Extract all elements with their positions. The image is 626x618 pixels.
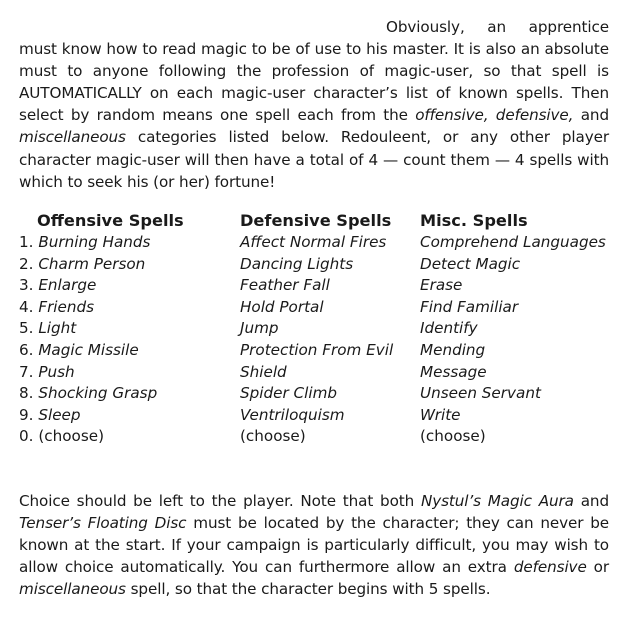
list-item: Hold Portal	[240, 297, 324, 316]
list-item: (choose)	[240, 427, 306, 446]
misc-spells-header: Misc. Spells	[420, 211, 528, 230]
list-item: Find Familiar	[420, 297, 519, 316]
list-item: Affect Normal Fires	[240, 233, 387, 251]
closing-paragraph: Choice should be left to the player. Note that both Nystul’s Magic Aura and Tenser’s Floating Disc must be located by the character; they can never be known at the start. If your campaign is particularly difficult, you may wish to allow choice automatically. You can furthermore allow an extra defensive or miscellaneous spell, so that the character begins with 5 spells.	[19, 492, 609, 599]
list-item: Shield	[240, 362, 287, 381]
defensive-spells-header: Defensive Spells	[240, 211, 392, 230]
list-item: 3. Enlarge	[19, 276, 97, 295]
list-item: 5. Light	[19, 319, 77, 338]
list-item: Unseen Servant	[420, 384, 541, 403]
list-item: (choose)	[420, 427, 486, 446]
list-item: Mending	[420, 340, 486, 359]
list-item: Comprehend Languages	[420, 233, 606, 251]
list-item: Write	[420, 405, 461, 424]
defensive-spells-column	[240, 210, 393, 448]
list-item: Identify	[420, 319, 478, 338]
list-item: Message	[420, 362, 487, 381]
list-item: Protection From Evil	[240, 340, 394, 359]
misc-spells-column	[420, 210, 606, 448]
offensive-spells-header: Offensive Spells	[37, 211, 184, 230]
list-item: Ventriloquism	[240, 405, 345, 424]
list-item: 0. (choose)	[19, 427, 104, 446]
list-item: Jump	[240, 319, 279, 338]
list-item: Detect Magic	[420, 254, 521, 273]
list-item: 1. Burning Hands	[19, 233, 151, 251]
offensive-spells-column	[19, 210, 184, 448]
list-item: 2. Charm Person	[19, 254, 146, 273]
list-item: Feather Fall	[240, 276, 330, 295]
list-item: 9. Sleep	[19, 405, 81, 424]
intro-paragraph: Obviously, an apprentice must know how to read magic to be of use to his master. It is also an absolute must to anyone following the profession of magic-user, so that spell is AUTOMATICALLY on each magic-user character’s list of known spells. Then select by random means one spell each from the offensive, defensive, and miscellaneous categories listed below. Redouleent, or any other player character magic-user will then have a total of 4 — count them — 4 spells with which to seek his (or her) fortune!	[19, 18, 609, 191]
list-item: Dancing Lights	[240, 254, 354, 273]
list-item: 7. Push	[19, 362, 75, 381]
list-item: Erase	[420, 276, 463, 295]
list-item: 4. Friends	[19, 297, 95, 316]
list-item: 6. Magic Missile	[19, 340, 139, 359]
list-item: Spider Climb	[240, 384, 338, 403]
list-item: 8. Shocking Grasp	[19, 384, 158, 403]
